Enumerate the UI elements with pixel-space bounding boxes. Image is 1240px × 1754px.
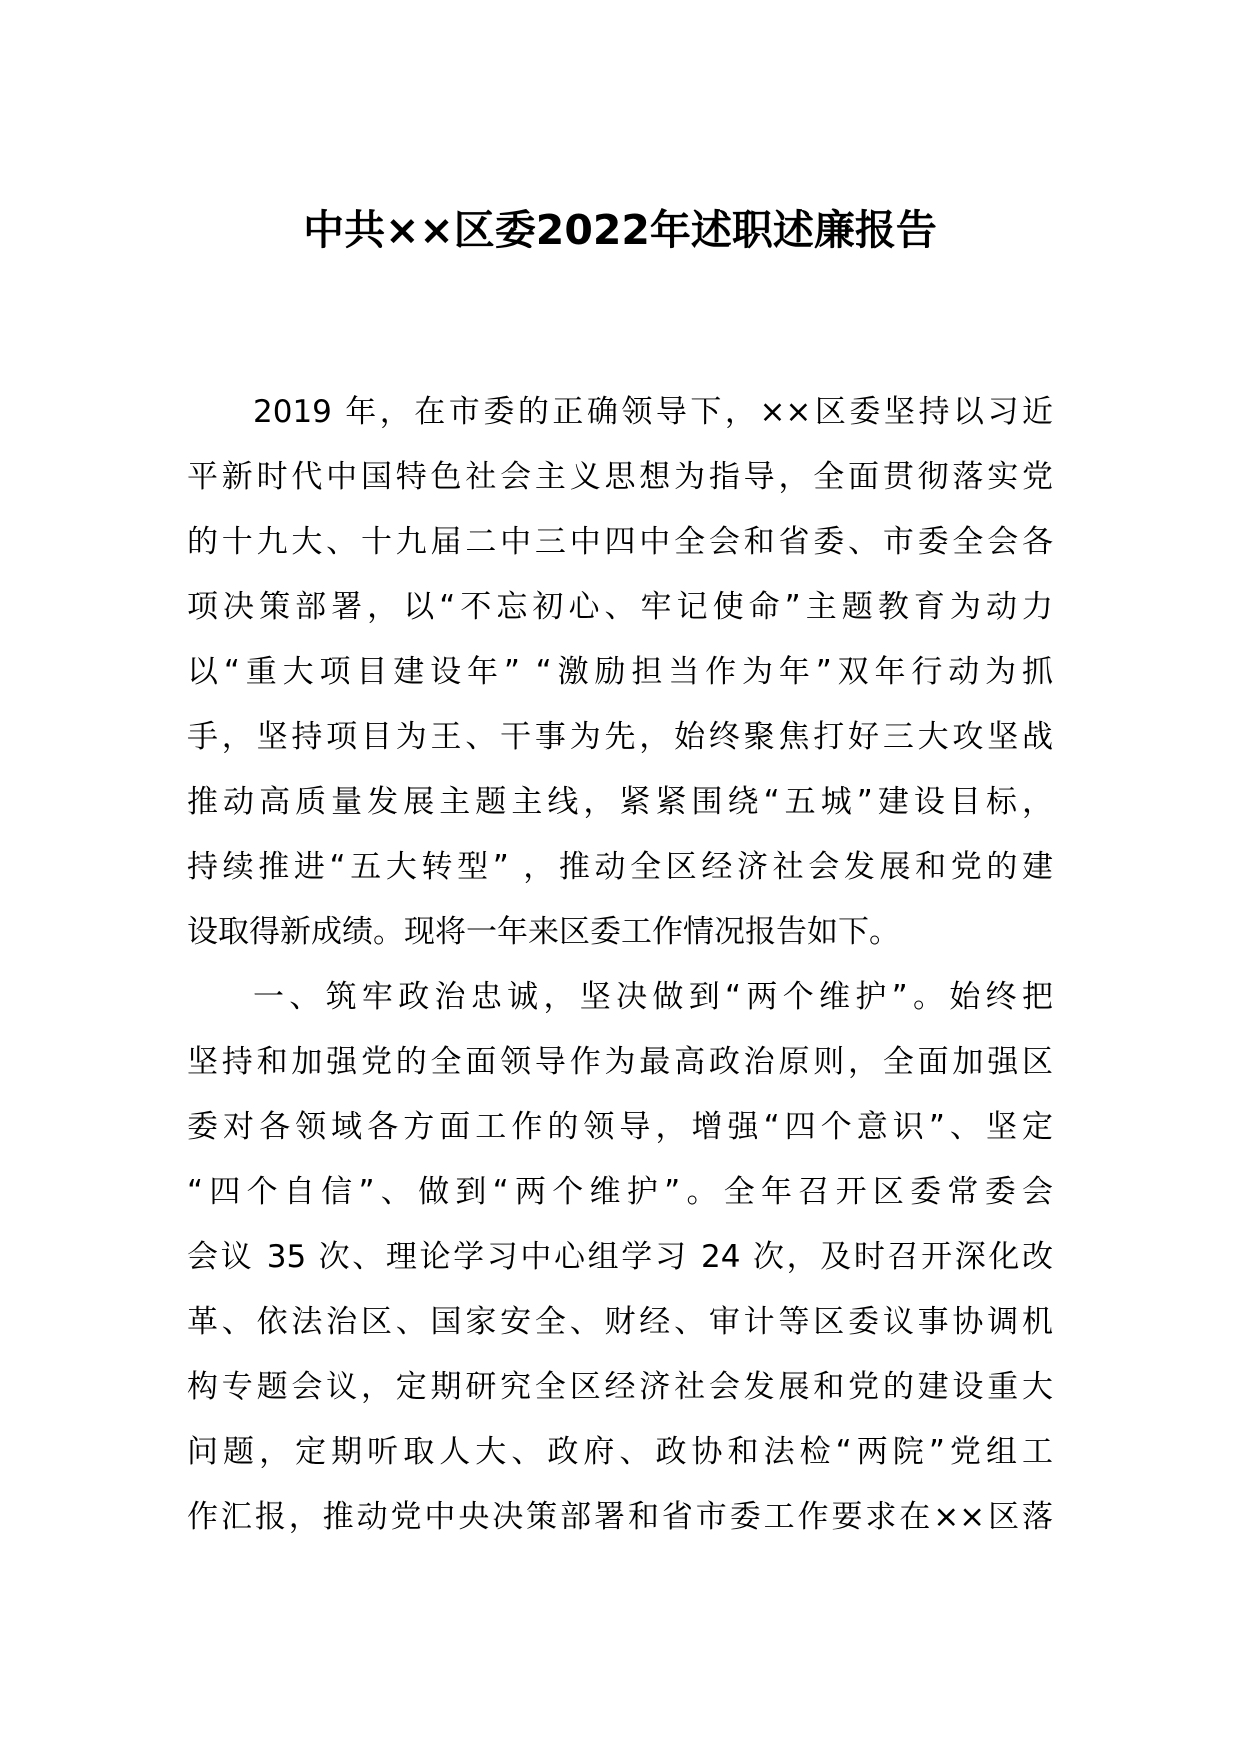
- paragraph-line: 项决策部署，以“不忘初心、牢记使命”主题教育为动力: [187, 589, 1053, 625]
- paragraph-line: 革、依法治区、国家安全、财经、审计等区委议事协调机: [187, 1304, 1053, 1340]
- document-title: 中共××区委2022年述职述廉报告: [303, 206, 937, 254]
- paragraph-line: 持续推进“五大转型” ，推动全区经济社会发展和党的建: [187, 849, 1053, 885]
- paragraph-line: 2019 年，在市委的正确领导下，××区委坚持以习近: [253, 394, 1053, 430]
- paragraph-line: 构专题会议，定期研究全区经济社会发展和党的建设重大: [187, 1369, 1053, 1405]
- paragraph-line: “四个自信”、做到“两个维护”。全年召开区委常委会: [187, 1174, 1053, 1210]
- paragraph-line: 推动高质量发展主题主线，紧紧围绕“五城”建设目标，: [187, 784, 1053, 820]
- paragraph-line: 作汇报，推动党中央决策部署和省市委工作要求在××区落: [187, 1499, 1053, 1535]
- paragraph-line: 坚持和加强党的全面领导作为最高政治原则，全面加强区: [187, 1044, 1053, 1080]
- paragraph-line: 平新时代中国特色社会主义思想为指导，全面贯彻落实党: [187, 459, 1053, 495]
- paragraph-line: 的十九大、十九届二中三中四中全会和省委、市委全会各: [187, 524, 1053, 560]
- paragraph-line: 以“重大项目建设年” “激励担当作为年”双年行动为抓: [187, 654, 1053, 690]
- paragraph-line: 手，坚持项目为王、干事为先，始终聚焦打好三大攻坚战: [187, 719, 1053, 755]
- document-body: [187, 380, 1053, 1550]
- paragraph-line: 委对各领域各方面工作的领导，增强“四个意识”、坚定: [187, 1109, 1053, 1145]
- paragraph-line: 设取得新成绩。现将一年来区委工作情况报告如下。: [187, 914, 900, 950]
- paragraph-line: 会议 35 次、理论学习中心组学习 24 次，及时召开深化改: [187, 1239, 1053, 1275]
- paragraph-line: 问题，定期听取人大、政府、政协和法检“两院”党组工: [187, 1434, 1053, 1470]
- paragraph-line: 一、筑牢政治忠诚，坚决做到“两个维护”。始终把: [253, 979, 1053, 1015]
